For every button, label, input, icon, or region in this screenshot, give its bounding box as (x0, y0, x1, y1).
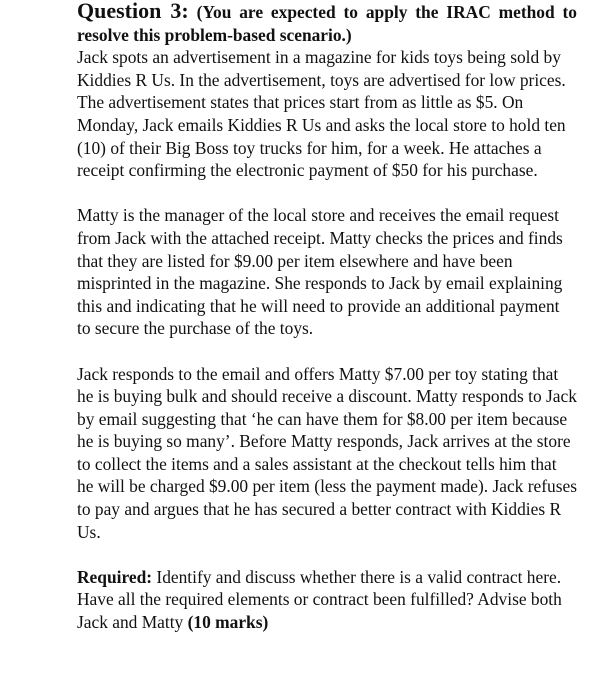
paragraph-gap (77, 340, 577, 363)
question-heading (77, 0, 577, 46)
required-section (77, 566, 577, 634)
paragraph-gap (77, 182, 577, 205)
paragraph-gap (77, 543, 577, 566)
scenario-paragraph-1: Jack spots an advertisement in a magazine for kids toys being sold by Kiddies R Us. In the advertisement, toys are advertised for low prices. The advertisement states that prices start from as little as $5. On Monday, Jack emails Kiddies R Us and asks the local store to hold ten (10) of their Big Boss toy trucks for him, for a week. He attaches a receipt confirming the electronic payment of $50 for his purchase. (77, 47, 566, 181)
question-instruction: (You are expected to apply the IRAC method to resolve this problem-based scenario.) (77, 2, 577, 45)
scenario-paragraph-3: Jack responds to the email and offers Matty $7.00 per toy stating that he is buying bulk and should receive a discount. Matty responds to Jack by email suggesting that ‘he can have them for $8.00 per item because he is buying so many’. Before Matty responds, Jack arrives at the store to collect the items and a sales assistant at the checkout tells him that he will be charged $9.00 per item (less the payment made). Jack refuses to pay and argues that he has secured a better contract with Kiddies R Us. (77, 363, 577, 542)
required-label: Required: (77, 566, 153, 587)
question-number: Question 3: (77, 0, 189, 23)
scenario-paragraph-2: Matty is the manager of the local store and receives the email request from Jack with the attached receipt. Matty checks the prices and finds that they are listed for $9.00 per item elsewhere and have been misprinted in the magazine. She responds to Jack by email explaining this and indicating that he will need to provide an additional payment to secure the purchase of the toys. (77, 205, 563, 339)
required-text: Identify and discuss whether there is a valid contract here. Have all the required elements or contract been fulfilled? Advise both Jack and Matty (77, 566, 562, 633)
question-document (77, 0, 577, 634)
marks-label: (10 marks) (187, 612, 269, 633)
